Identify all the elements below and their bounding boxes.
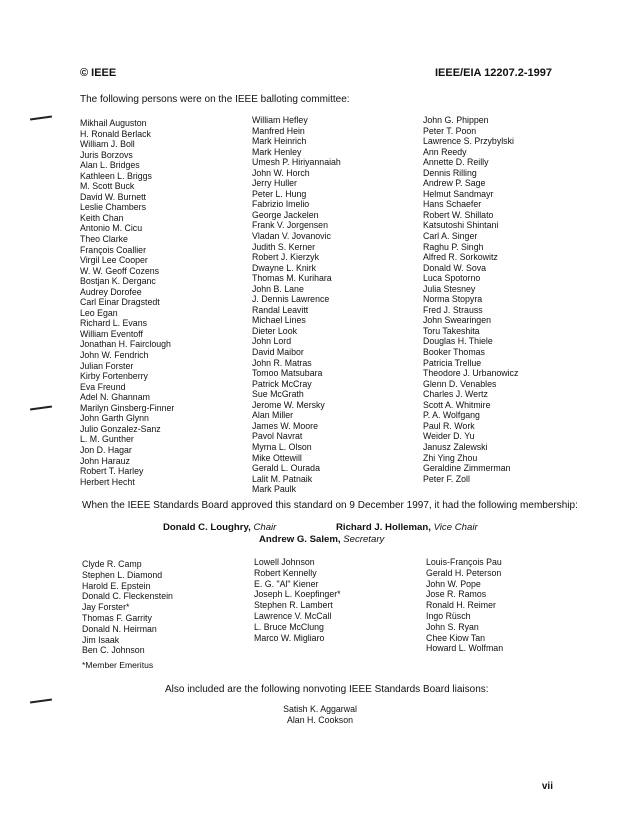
member-name: Mark Henley: [252, 146, 302, 157]
member-name: Stephen L. Diamond: [82, 569, 163, 580]
member-name: Louis-François Pau: [426, 557, 502, 567]
member-name: Jay Forster*: [82, 602, 130, 613]
member-name: Alan Miller: [252, 410, 294, 421]
member-name: Peter F. Zoll: [423, 473, 470, 484]
member-name: Andrew P. Sage: [423, 178, 486, 189]
member-name: Jonathan H. Fairclough: [80, 339, 171, 350]
member-name: J. Dennis Lawrence: [252, 294, 330, 305]
chair-name: Donald C. Loughry,: [163, 522, 251, 533]
board-intro: When the IEEE Standards Board approved this standard on 9 December 1997, it had the following membership:: [82, 500, 578, 511]
member-name: L. M. Gunther: [80, 434, 134, 445]
margin-mark: [30, 115, 52, 120]
member-name: John W. Horch: [252, 167, 310, 178]
member-name: John W. Pope: [426, 578, 481, 589]
member-name: Vladan V. Jovanovic: [252, 231, 331, 242]
member-name: Jerome W. Mersky: [252, 399, 325, 410]
member-name: Janusz Zalewski: [423, 441, 488, 452]
secretary-role: Secretary: [343, 534, 385, 545]
member-name: Jose R. Ramos: [426, 589, 487, 600]
member-name: Katsutoshi Shintani: [423, 220, 499, 231]
liaisons-intro: Also included are the following nonvoting IEEE Standards Board liaisons:: [165, 684, 489, 695]
member-name: Zhi Ying Zhou: [423, 452, 478, 463]
member-name: W. W. Geoff Cozens: [80, 265, 160, 276]
member-name: John Garth Glynn: [80, 413, 149, 424]
member-name: Howard L. Wolfman: [426, 643, 504, 654]
member-name: L. Bruce McClung: [254, 621, 324, 632]
member-name: Mark Heinrich: [252, 136, 307, 147]
page-number: vii: [541, 781, 553, 792]
board-column-2: [254, 557, 341, 643]
vice-chair-name: Richard J. Holleman,: [336, 522, 431, 533]
member-name: Tomoo Matsubara: [252, 368, 323, 379]
secretary-name: Andrew G. Salem,: [259, 534, 341, 545]
member-name: Dwayne L. Knirk: [252, 262, 317, 273]
board-column-1: [82, 559, 173, 656]
member-name: Mikhail Auguston: [80, 118, 147, 128]
member-name: Adel N. Ghannam: [80, 392, 150, 403]
member-name: Pavol Navrat: [252, 431, 303, 442]
member-name: Carl A. Singer: [423, 231, 478, 242]
member-name: Harold E. Epstein: [82, 580, 151, 591]
member-name: William J. Boll: [80, 139, 135, 150]
member-name: Charles J. Wertz: [423, 389, 488, 400]
liaison-name: Alan H. Cookson: [286, 715, 353, 725]
member-name: Patrick McCray: [252, 378, 312, 389]
member-name: Lalit M. Patnaik: [252, 473, 313, 484]
chair-line: [163, 522, 276, 533]
board-column-3: [426, 557, 503, 654]
member-name: George Jackelen: [252, 209, 319, 220]
member-name: Patricia Trellue: [423, 357, 482, 368]
member-name: John Swearingen: [423, 315, 491, 326]
member-name: Douglas H. Thiele: [423, 336, 493, 347]
member-name: Leslie Chambers: [80, 202, 147, 213]
member-name: Eva Freund: [80, 381, 126, 392]
member-name: Scott A. Whitmire: [423, 399, 491, 410]
member-name: Annette D. Reilly: [423, 157, 489, 168]
balloting-intro: The following persons were on the IEEE balloting committee:: [80, 94, 350, 105]
member-name: Gerald H. Peterson: [426, 567, 502, 578]
member-name: Kathleen L. Briggs: [80, 170, 152, 181]
member-name: Julian Forster: [80, 360, 134, 371]
member-name: Lowell Johnson: [254, 557, 315, 567]
member-name: Judith S. Kerner: [252, 241, 316, 252]
member-name: Jerry Huller: [252, 178, 297, 189]
vice-chair-line: [336, 522, 478, 533]
member-name: Herbert Hecht: [80, 476, 135, 487]
member-name: James W. Moore: [252, 420, 318, 431]
standard-number-header: IEEE/EIA 12207.2-1997: [434, 67, 552, 79]
member-name: Randal Leavitt: [252, 304, 309, 315]
member-name: Geraldine Zimmerman: [423, 463, 511, 474]
member-name: Donald N. Heirman: [82, 623, 157, 634]
balloting-column-3: [423, 115, 518, 484]
member-name: Thomas F. Garrity: [82, 612, 152, 623]
member-name: John Harauz: [80, 455, 130, 466]
member-name: Audrey Dorofee: [80, 286, 142, 297]
member-name: Lawrence V. McCall: [254, 610, 332, 621]
member-name: Alan L. Bridges: [80, 160, 140, 171]
member-name: Robert J. Kierzyk: [252, 252, 319, 263]
member-name: John G. Phippen: [423, 115, 489, 125]
member-name: Richard L. Evans: [80, 318, 147, 329]
member-name: Mark Paulk: [252, 484, 296, 495]
member-name: Julia Stesney: [423, 283, 476, 294]
member-name: Frank V. Jorgensen: [252, 220, 328, 231]
vice-chair-role: Vice Chair: [433, 522, 478, 533]
member-name: Fabrizio Imelio: [252, 199, 310, 210]
member-name: Weider D. Yu: [423, 431, 475, 442]
member-name: Norma Stopyra: [423, 294, 483, 305]
member-name: Thomas M. Kurihara: [252, 273, 332, 284]
member-name: Myrna L. Olson: [252, 441, 312, 452]
member-name: Jon D. Hagar: [80, 444, 132, 455]
member-name: Gerald L. Ourada: [252, 463, 320, 474]
member-name: Juris Borzovs: [80, 149, 133, 160]
member-name: Dennis Rilling: [423, 167, 477, 178]
member-name: Chee Kiow Tan: [426, 632, 486, 643]
member-name: Bostjan K. Derganc: [80, 276, 156, 287]
copyright-header: © IEEE: [80, 67, 117, 79]
member-name: Toru Takeshita: [423, 325, 480, 336]
member-name: Leo Egan: [80, 307, 118, 318]
member-name: Donald C. Fleckenstein: [82, 591, 173, 602]
member-name: François Coallier: [80, 244, 146, 255]
member-name: Sue McGrath: [252, 389, 304, 400]
member-name: Peter L. Hung: [252, 188, 307, 199]
member-name: Raghu P. Singh: [423, 241, 484, 252]
member-name: Virgil Lee Cooper: [80, 255, 148, 266]
member-name: Peter T. Poon: [423, 125, 477, 136]
member-name: Mike Ottewill: [252, 452, 302, 463]
member-name: H. Ronald Berlack: [80, 128, 151, 139]
member-name: William Eventoff: [80, 328, 143, 339]
member-name: Robert T. Harley: [80, 466, 144, 477]
member-name: Robert Kennelly: [254, 567, 317, 578]
member-name: Glenn D. Venables: [423, 378, 497, 389]
member-name: E. G. "Al" Kiener: [254, 578, 319, 589]
member-name: Ann Reedy: [423, 146, 467, 157]
member-name: Kirby Fortenberry: [80, 371, 148, 382]
member-name: Booker Thomas: [423, 347, 485, 358]
member-name: Ben C. Johnson: [82, 645, 145, 656]
member-name: Ingo Rüsch: [426, 610, 471, 621]
member-name: Carl Einar Dragstedt: [80, 297, 160, 308]
member-name: Marco W. Migliaro: [254, 632, 325, 643]
member-name: Clyde R. Camp: [82, 559, 142, 569]
member-name: Dieter Look: [252, 325, 297, 336]
member-name: David W. Burnett: [80, 191, 147, 202]
liaisons-list: [260, 704, 380, 726]
member-name: Robert W. Shillato: [423, 209, 494, 220]
liaison-name: Satish K. Aggarwal: [283, 704, 357, 714]
member-name: Julio Gonzalez-Sanz: [80, 423, 161, 434]
secretary-line: [259, 534, 384, 545]
member-name: Fred J. Strauss: [423, 304, 483, 315]
member-name: Ronald H. Reimer: [426, 600, 496, 611]
member-name: M. Scott Buck: [80, 181, 135, 192]
member-name: Stephen R. Lambert: [254, 600, 333, 611]
member-name: Joseph L. Koepfinger*: [254, 589, 341, 600]
margin-mark: [30, 698, 52, 703]
member-name: William Hefley: [252, 115, 308, 125]
member-name: Donald W. Sova: [423, 262, 487, 273]
member-name: Helmut Sandmayr: [423, 188, 494, 199]
member-name: Umesh P. Hiriyannaiah: [252, 157, 341, 168]
member-name: Theo Clarke: [80, 234, 128, 245]
member-name: Michael Lines: [252, 315, 306, 326]
member-name: Luca Spotorno: [423, 273, 481, 284]
member-name: Theodore J. Urbanowicz: [423, 368, 519, 379]
member-name: Lawrence S. Przybylski: [423, 136, 514, 147]
member-name: Keith Chan: [80, 212, 124, 223]
member-name: P. A. Wolfgang: [423, 410, 480, 421]
member-name: Marilyn Ginsberg-Finner: [80, 402, 175, 413]
member-name: John S. Ryan: [426, 621, 479, 632]
margin-mark: [30, 405, 52, 410]
member-name: John B. Lane: [252, 283, 304, 294]
member-name: Manfred Hein: [252, 125, 305, 136]
member-name: David Maibor: [252, 347, 304, 358]
member-name: John Lord: [252, 336, 292, 347]
member-name: Jim Isaak: [82, 634, 120, 645]
member-name: Antonio M. Cicu: [80, 223, 143, 234]
member-name: Paul R. Work: [423, 420, 475, 431]
member-name: Hans Schaefer: [423, 199, 482, 210]
member-name: John R. Matras: [252, 357, 312, 368]
chair-role: Chair: [253, 522, 277, 533]
balloting-column-1: [80, 118, 174, 487]
member-emeritus-footnote: *Member Emeritus: [82, 660, 154, 670]
member-name: John W. Fendrich: [80, 350, 149, 361]
balloting-column-2: [252, 115, 341, 495]
member-name: Alfred R. Sorkowitz: [423, 252, 498, 263]
